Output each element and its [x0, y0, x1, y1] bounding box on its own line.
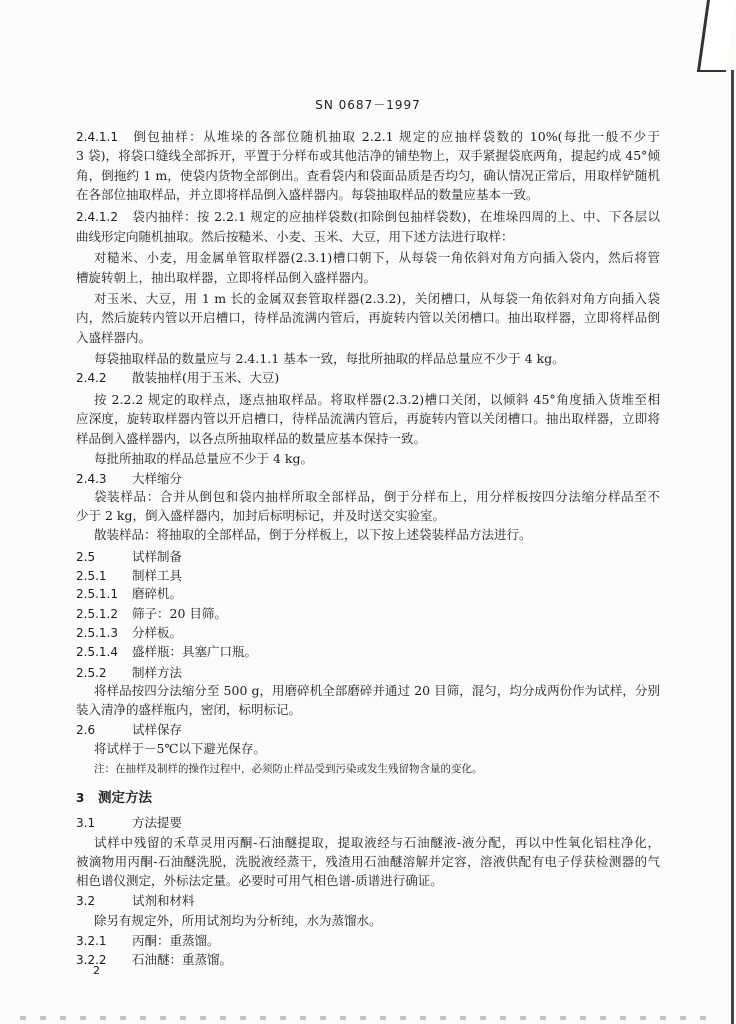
section-title: 大样缩分 [132, 471, 183, 486]
section-title: 试剂和材料 [132, 893, 195, 908]
paragraph-line [76, 834, 660, 852]
section-title: 分样板。 [132, 625, 183, 640]
section-number: 3.2 [76, 894, 96, 908]
paragraph-line [76, 450, 660, 468]
section-number: 3 [76, 791, 85, 805]
section-line [76, 470, 660, 488]
section-number: 2.4.1.2 [76, 210, 118, 224]
section-line [76, 664, 660, 682]
paragraph-line [76, 740, 660, 758]
paragraph-line [76, 329, 660, 347]
paragraph-line [76, 872, 660, 890]
paragraph-text: 曲线形定向随机抽取。然后按糙米、小麦、玉米、大豆，用下述方法进行取样： [76, 229, 514, 244]
section-number: 2.5 [76, 550, 96, 564]
section-line [76, 951, 660, 969]
paragraph-line [76, 228, 660, 246]
section-number: 2.4.3 [76, 472, 107, 486]
paragraph-text: 样品倒入盛样器内，以各点所抽取样品的数量应基本保持一致。 [76, 431, 427, 446]
section-number: 3.1 [76, 816, 96, 830]
section-number: 3.2.2 [76, 953, 107, 967]
section-line [76, 892, 660, 910]
section-line [76, 369, 660, 387]
section-line [76, 624, 660, 642]
section-line [76, 567, 660, 585]
paragraph-text: 少于 2 kg，倒入盛样器内，加封后标明标记，并及时送交实验室。 [76, 508, 445, 523]
page-number: 2 [93, 964, 100, 977]
section-number: 2.5.1.4 [76, 645, 118, 659]
paragraph-text: 对玉米、大豆，用 1 m 长的金属双套管取样器(2.3.2)，关闭槽口，从每袋一角依斜对角方向插入袋 [94, 291, 660, 306]
paragraph-text: 除另有规定外，所用试剂均为分析纯，水为蒸馏水。 [94, 913, 382, 928]
section-number: 2.6 [76, 723, 96, 737]
section-title: 磨碎机。 [132, 586, 183, 601]
paragraph-text: 注：在抽样及制样的操作过程中，必须防止样品受到污染或发生残留物含量的变化。 [94, 763, 483, 775]
paragraph-line [76, 488, 660, 506]
scan-edge [731, 70, 734, 1024]
paragraph-text: 每袋抽取样品的数量应与 2.4.1.1 基本一致，每批所抽取的样品总量应不少于 4 kg。 [94, 351, 565, 366]
section-line [76, 208, 660, 226]
section-title: 方法提要 [132, 815, 183, 830]
paragraph-text: 将样品按四分法缩分至 500 g，用磨碎机全部磨碎并通过 20 目筛，混匀，均分成两份作为试样，分别 [94, 683, 660, 698]
paragraph-text: 内，然后旋转内管以开启槽口，待样品流满内管后，再旋转内管以关闭槽口。抽出取样器，立即将样品倒 [76, 310, 660, 325]
paragraph-line [76, 309, 660, 327]
paragraph-line [76, 147, 660, 165]
section-title: 试样制备 [132, 549, 183, 564]
scan-artifact [20, 1016, 720, 1020]
section-number: 2.5.1 [76, 569, 107, 583]
paragraph-text: 按 2.2.2 规定的取样点，逐点抽取样品。将取样器(2.3.2)槽口关闭，以倾斜 45°角度插入货堆至相 [94, 392, 660, 407]
section-number: 2.5.1.2 [76, 607, 118, 621]
section-line [76, 721, 660, 739]
section-title: 散装抽样(用于玉米、大豆) [132, 370, 280, 385]
section-title: 石油醚：重蒸馏。 [132, 952, 233, 967]
section-title: 试样保存 [132, 722, 183, 737]
section-number: 2.4.2 [76, 371, 107, 385]
paragraph-line [76, 526, 660, 544]
paragraph-text: 3 袋)，将袋口缝线全部拆开，平置于分样布或其他洁净的铺垫物上，双手紧握袋底两角，提起约成 45°倾 [76, 148, 660, 163]
paragraph-text: 装入清净的盛样瓶内，密闭，标明标记。 [76, 702, 302, 717]
paragraph-text: 入盛样器内。 [76, 330, 152, 345]
paragraph-line [76, 290, 660, 308]
paragraph-text: 被滴物用丙酮-石油醚洗脱，洗脱液经蒸干，残渣用石油醚溶解并定容，溶液供配有电子俘获检测器的气 [76, 854, 660, 869]
section-number: 2.5.1.3 [76, 626, 118, 640]
paragraph-line [76, 269, 660, 287]
paragraph-text: 将试样于－5℃以下避光保存。 [94, 741, 266, 756]
section-number: 3.2.1 [76, 934, 107, 948]
section-line [76, 814, 660, 832]
paragraph-text: 槽旋转朝上，抽出取样器，立即将样品倒入盛样器内。 [76, 270, 377, 285]
paragraph-line [76, 249, 660, 267]
section-title: 制样方法 [132, 665, 183, 680]
paragraph-line [76, 350, 660, 368]
section-line [76, 128, 660, 146]
paragraph-text: 相色谱仪测定，外标法定量。必要时可用气相色谱-质谱进行确证。 [76, 873, 443, 888]
paragraph-text: 试样中残留的禾草灵用丙酮-石油醚提取，提取液经与石油醚液-液分配，再以中性氧化铝柱净化， [94, 835, 660, 850]
paragraph-line [76, 759, 660, 778]
section-title: 盛样瓶：具塞广口瓶。 [132, 644, 258, 659]
paragraph-text: 角，倒拖约 1 m，使袋内货物全部倒出。查看袋内和袋面品质是否均匀，确认情况正常后，用取样铲随机 [76, 168, 660, 183]
paragraph-line [76, 167, 660, 185]
paragraph-text: 应深度，旋转取样器内管以开启槽口，待样品流满内管后，再旋转内管以关闭槽口。抽出取样器，立即将 [76, 411, 660, 426]
paragraph-text: 每批所抽取的样品总量应不少于 4 kg。 [94, 451, 313, 466]
section-title: 倒包抽样：从堆垛的各部位随机抽取 2.2.1 规定的应抽样袋数的 10%(每批一般不少于 [132, 129, 660, 144]
paragraph-line [76, 410, 660, 428]
section-title: 丙酮：重蒸馏。 [132, 933, 220, 948]
section-title: 测定方法 [98, 790, 152, 806]
section-number: 2.5.1.1 [76, 587, 118, 601]
section-line [76, 548, 660, 566]
paragraph-line [76, 912, 660, 930]
section-number: 2.4.1.1 [76, 130, 118, 144]
paragraph-text: 对糙米、小麦，用金属单管取样器(2.3.1)槽口朝下，从每袋一角依斜对角方向插入袋内，然后将管 [94, 250, 660, 265]
paragraph-text: 袋装样品：合并从倒包和袋内抽样所取全部样品，倒于分样布上，用分样板按四分法缩分样品至不 [94, 489, 660, 504]
section-line [76, 605, 660, 623]
section-line [76, 932, 660, 950]
paragraph-line [76, 430, 660, 448]
section-line [76, 789, 660, 807]
standard-number-header: SN 0687－1997 [315, 98, 421, 112]
section-title: 制样工具 [132, 568, 183, 583]
page-corner-fold [697, 0, 736, 72]
paragraph-line [76, 186, 660, 204]
section-line [76, 643, 660, 661]
paragraph-line [76, 682, 660, 700]
paragraph-line [76, 701, 660, 719]
paragraph-line [76, 391, 660, 409]
section-line [76, 585, 660, 603]
section-title: 筛子：20 目筛。 [132, 606, 227, 621]
section-title: 袋内抽样：按 2.2.1 规定的应抽样袋数(扣除倒包抽样袋数)，在堆垛四周的上、中、下各层以 [132, 209, 660, 224]
section-number: 2.5.2 [76, 666, 107, 680]
paragraph-line [76, 853, 660, 871]
paragraph-text: 在各部位抽取样品，并立即将样品倒入盛样器内。每袋抽取样品的数量应基本一致。 [76, 187, 539, 202]
paragraph-line [76, 507, 660, 525]
paragraph-text: 散装样品：将抽取的全部样品，倒于分样板上，以下按上述袋装样品方法进行。 [94, 527, 532, 542]
